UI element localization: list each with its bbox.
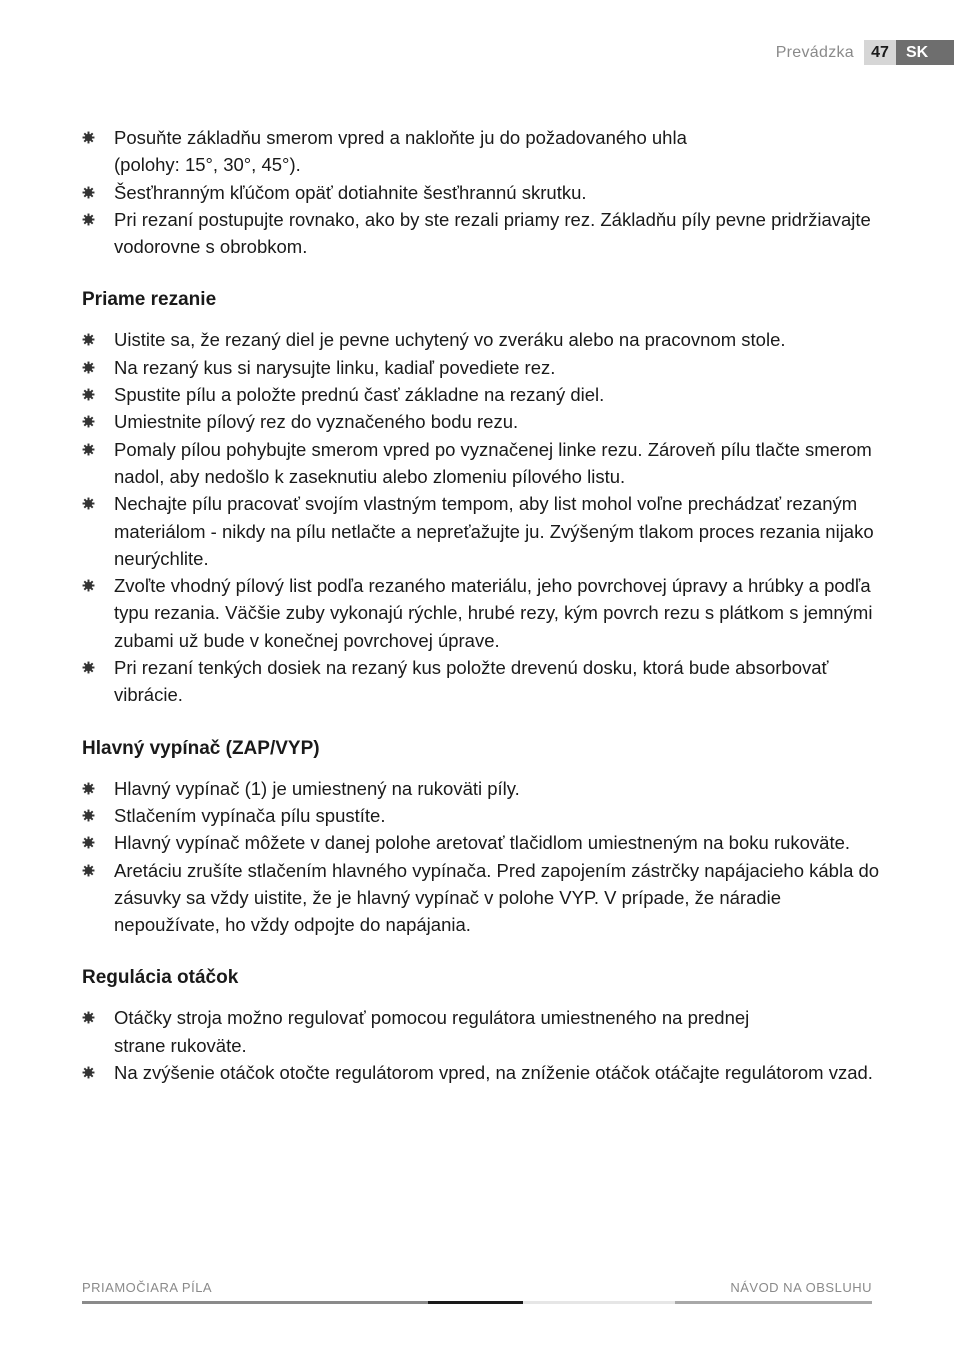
bullet-text: Umiestnite pílový rez do vyznačeného bodu rezu. [114, 411, 519, 433]
language-tab: SK [896, 40, 954, 65]
sections [82, 260, 882, 1086]
bullet-text: Hlavný vypínač (1) je umiestnený na rukoväti píly. [114, 777, 520, 799]
page-header [776, 40, 954, 65]
gear-bullet-icon [82, 443, 95, 456]
bullet-text: Hlavný vypínač môžete v danej polohe aretovať tlačidlom umiestneným na boku rukoväte. [114, 832, 851, 854]
gear-bullet-icon [82, 1011, 95, 1024]
gear-bullet-icon [82, 415, 95, 428]
section [82, 260, 882, 708]
bullet-text: Šesťhranným kľúčom opäť dotiahnite šesťhrannú skrutku. [114, 181, 587, 203]
bullet-item [82, 829, 882, 856]
bullet-text: Zvoľte vhodný pílový list podľa rezaného materiálu, jeho povrchovej úpravy a hrúbky a podľa typu rezania. Väčšie zuby vykonajú rýchle, hrubé rezy, kým povrch rezu s plátkom s jemnými zubami už bude v konečnej povrchovej úprave. [114, 575, 873, 651]
page-content [82, 124, 882, 1086]
gear-bullet-icon [82, 1066, 95, 1079]
bullet-text: Posuňte základňu smerom vpred a nakloňte ju do požadovaného uhla (polohy: 15°, 30°, 45°). [114, 127, 687, 176]
bullet-item [82, 775, 882, 802]
bullet-item [82, 654, 882, 709]
bullet-text: Pri rezaní tenkých dosiek na rezaný kus položte drevenú dosku, ktorá bude absorbovať vibrácie. [114, 657, 829, 706]
footer-manual-label: NÁVOD NA OBSLUHU [730, 1280, 872, 1295]
section-heading: Regulácia otáčok [82, 967, 239, 989]
bullet-item [82, 802, 882, 829]
bullet-item [82, 436, 882, 491]
gear-bullet-icon [82, 131, 95, 144]
gear-bullet-icon [82, 333, 95, 346]
bullet-item [82, 408, 882, 435]
gear-bullet-icon [82, 213, 95, 226]
bullet-item [82, 206, 882, 261]
bullet-item [82, 1004, 882, 1059]
gear-bullet-icon [82, 782, 95, 795]
bullet-item [82, 572, 882, 654]
bullet-item [82, 490, 882, 572]
footer-bar-segment [675, 1301, 872, 1304]
bullet-text: Pri rezaní postupujte rovnako, ako by ste rezali priamy rez. Základňu píly pevne pridržiavajte vodorovne s obrobkom. [114, 208, 871, 258]
intro-list [82, 124, 882, 260]
gear-bullet-icon [82, 836, 95, 849]
gear-bullet-icon [82, 497, 95, 510]
bullet-text: Na rezaný kus si narysujte linku, kadiaľ povediete rez. [114, 356, 556, 378]
footer-product-title: PRIAMOČIARA PÍLA [82, 1280, 213, 1295]
footer-bar-segment [523, 1301, 675, 1304]
footer-bar-segment [82, 1301, 428, 1304]
gear-bullet-icon [82, 361, 95, 374]
page-number: 47 [864, 40, 896, 65]
section-heading: Hlavný vypínač (ZAP/VYP) [82, 737, 320, 759]
bullet-item [82, 124, 882, 179]
bullet-text: Stlačením vypínača pílu spustíte. [114, 804, 386, 826]
section-heading: Priame rezanie [82, 289, 217, 311]
gear-bullet-icon [82, 864, 95, 877]
section-name: Prevádzka [775, 44, 854, 61]
gear-bullet-icon [82, 388, 95, 401]
bullet-text: Spustite pílu a položte prednú časť základne na rezaný diel. [114, 384, 605, 406]
footer-bar-segment [428, 1301, 523, 1304]
section-list [82, 1004, 882, 1086]
gear-bullet-icon [82, 809, 95, 822]
section-list [82, 775, 882, 939]
page-footer [82, 1280, 872, 1295]
bullet-text: Uistite sa, že rezaný diel je pevne uchytený vo zveráku alebo na pracovnom stole. [114, 329, 786, 351]
bullet-item [82, 857, 882, 939]
section [82, 709, 882, 939]
bullet-item [82, 179, 882, 206]
bullet-item [82, 1059, 882, 1086]
bullet-text: Nechajte pílu pracovať svojím vlastným tempom, aby list mohol voľne prechádzať rezaným materiálom - nikdy na pílu netlačte a nepreťažujte ju. Zvýšeným tlakom proces rezania nijako neurýchlite. [114, 493, 874, 569]
bullet-item [82, 381, 882, 408]
bullet-text: Pomaly pílou pohybujte smerom vpred po vyznačenej linke rezu. Zároveň pílu tlačte smerom nadol, aby nedošlo k zaseknutiu alebo zlomeniu pílového listu. [114, 438, 872, 487]
bullet-text: Otáčky stroja možno regulovať pomocou regulátora umiestneného na prednej strane rukoväte. [114, 1007, 750, 1056]
gear-bullet-icon [82, 186, 95, 199]
bullet-item [82, 326, 882, 353]
gear-bullet-icon [82, 661, 95, 674]
section [82, 938, 882, 1086]
bullet-item [82, 354, 882, 381]
bullet-text: Na zvýšenie otáčok otočte regulátorom vpred, na zníženie otáčok otáčajte regulátorom vzad. [114, 1062, 873, 1084]
bullet-text: Aretáciu zrušíte stlačením hlavného vypínača. Pred zapojením zástrčky napájacieho kábla do zásuvky sa vždy uistite, že je hlavný vypínač v polohe VYP. V prípade, že náradie nepoužívate, ho vždy odpojte do napájania. [114, 859, 880, 936]
section-list [82, 326, 882, 708]
gear-bullet-icon [82, 579, 95, 592]
footer-bar [82, 1301, 872, 1304]
